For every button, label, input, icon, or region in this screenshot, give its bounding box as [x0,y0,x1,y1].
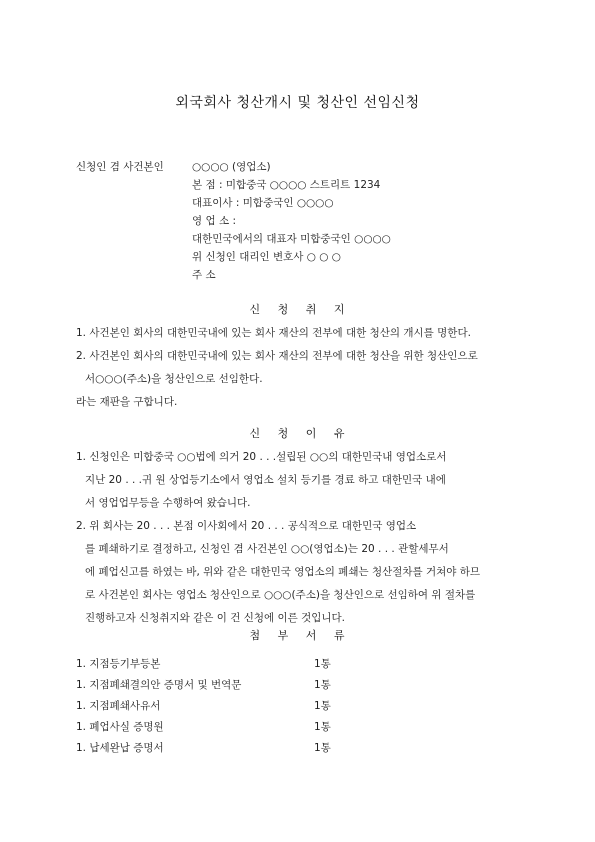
attachment-item [76,675,376,696]
reason-line: 2. 위 회사는 20 . . . 본점 이사회에서 20 . . . 공식적으로 대한민국 영업소 [76,520,417,532]
attachment-name: 1. 지점폐쇄사유서 [76,700,161,712]
applicant-label: 신청인 겸 사건본인 [76,161,164,173]
attachment-name: 1. 폐업사실 증명원 [76,721,164,733]
attachment-item [76,717,376,738]
attachments-heading: 첨 부 서 류 [249,629,346,642]
reason-line: 진행하고자 신청취지와 같은 이 건 신청에 이른 것입니다. [85,612,345,624]
applicant-detail-branch: 영 업 소 : [192,215,236,227]
purpose-line: 2. 사건본인 회사의 대한민국내에 있는 회사 재산의 전부에 대한 청산을 위한 청산인으로 [76,350,478,362]
purpose-line: 서○○○(주소)을 청산인으로 선임한다. [85,373,263,385]
attachment-qty: 1통 [314,700,331,712]
reason-line: 로 사건본인 회사는 영업소 청산인으로 ○○○(주소)을 청산인으로 선임하여 위 절차를 [85,589,476,601]
attachment-item [76,696,376,717]
attachment-name: 1. 지점폐쇄결의안 증명서 및 번역문 [76,679,242,691]
applicant-detail-korea-rep: 대한민국에서의 대표자 미합중국인 ○○○○ [192,233,391,245]
attachment-qty: 1통 [314,679,331,691]
applicant-detail-attorney: 위 신청인 대리인 변호사 ○ ○ ○ [192,251,341,263]
applicant-name: ○○○○ (영업소) [192,161,271,173]
reason-line: 에 폐업신고를 하였는 바, 위와 같은 대한민국 영업소의 폐쇄는 청산절차를 거쳐야 하므 [85,566,481,578]
applicant-detail-ceo: 대표이사 : 미합중국인 ○○○○ [192,197,334,209]
applicant-section [76,158,556,284]
reason-line: 서 영업업무등을 수행하여 왔습니다. [85,497,251,509]
attachment-name: 1. 납세완납 증명서 [76,742,164,754]
reason-body [76,446,526,630]
attachment-item [76,654,376,675]
applicant-detail-head-office: 본 점 : 미합중국 ○○○○ 스트리트 1234 [192,179,381,191]
purpose-line: 1. 사건본인 회사의 대한민국내에 있는 회사 재산의 전부에 대한 청산의 개시를 명한다. [76,327,471,339]
attachment-qty: 1통 [314,721,331,733]
purpose-heading: 신 청 취 지 [249,303,346,316]
reason-line: 를 폐쇄하기로 결정하고, 신청인 겸 사건본인 ○○(영업소)는 20 . . . 관할세무서 [85,543,449,555]
applicant-row [76,158,556,176]
purpose-body [76,322,526,414]
attachments-list [76,654,376,759]
reason-heading: 신 청 이 유 [249,427,346,440]
attachment-name: 1. 지점등기부등본 [76,658,161,670]
reason-line: 지난 20 . . .귀 원 상업등기소에서 영업소 설치 등기를 경료 하고 대한민국 내에 [85,474,446,486]
attachment-qty: 1통 [314,658,331,670]
applicant-detail-address: 주 소 [192,269,216,281]
document-title: 외국회사 청산개시 및 청산인 선임신청 [175,95,420,111]
purpose-line: 라는 재판을 구합니다. [76,396,178,408]
attachment-item [76,738,376,759]
reason-line: 1. 신청인은 미합중국 ○○법에 의거 20 . . .설립된 ○○의 대한민국내 영업소로서 [76,451,447,463]
attachment-qty: 1통 [314,742,331,754]
